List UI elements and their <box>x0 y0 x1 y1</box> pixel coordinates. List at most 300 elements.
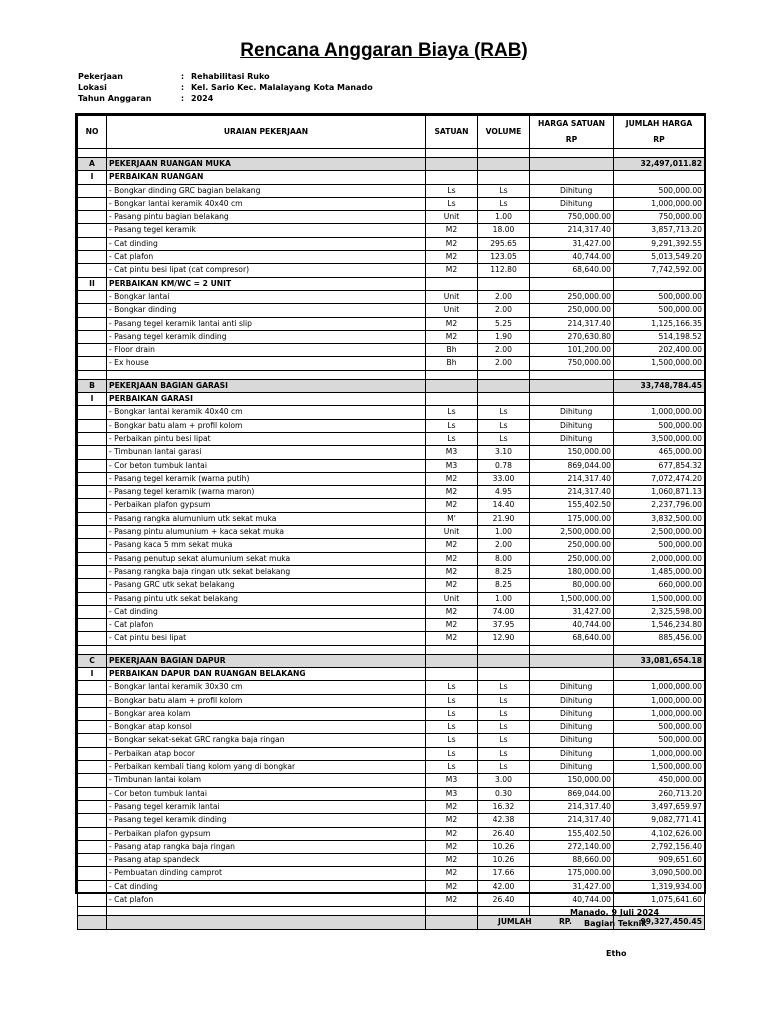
item-no <box>78 211 107 224</box>
item-uraian: - Pasang tegel keramik (warna maron) <box>107 486 426 499</box>
table-row <box>78 565 705 578</box>
item-jumlah-harga: 3,497,659.97 <box>614 800 705 813</box>
item-satuan: Ls <box>426 419 478 432</box>
spacer-cell <box>78 370 107 379</box>
item-harga-satuan: 80,000.00 <box>530 579 614 592</box>
subsection-no: I <box>78 667 107 680</box>
item-satuan: Unit <box>426 592 478 605</box>
item-satuan: Ls <box>426 432 478 445</box>
item-volume: Ls <box>478 761 530 774</box>
meta-value: 2024 <box>191 94 214 103</box>
table-row <box>78 840 705 853</box>
table-row <box>78 472 705 485</box>
item-volume: 4.95 <box>478 486 530 499</box>
subsection-label: PERBAIKAN RUANGAN <box>107 171 426 184</box>
subsection-label: PERBAIKAN DAPUR DAN RUANGAN BELAKANG <box>107 667 426 680</box>
item-uraian: - Perbaikan plafon gypsum <box>107 827 426 840</box>
table-row <box>78 880 705 893</box>
item-jumlah-harga: 2,000,000.00 <box>614 552 705 565</box>
item-volume: 8.25 <box>478 579 530 592</box>
item-volume: 10.26 <box>478 854 530 867</box>
item-volume: 123.05 <box>478 251 530 264</box>
subsection-row <box>78 393 705 406</box>
item-no <box>78 304 107 317</box>
item-no <box>78 800 107 813</box>
item-satuan: M2 <box>426 605 478 618</box>
item-no <box>78 224 107 237</box>
item-volume: Ls <box>478 681 530 694</box>
item-volume: 3.00 <box>478 774 530 787</box>
meta-colon: : <box>180 72 185 81</box>
item-volume: 1.00 <box>478 526 530 539</box>
spacer-row <box>78 149 705 158</box>
meta-row-pekerjaan <box>78 71 373 82</box>
item-harga-satuan: 250,000.00 <box>530 552 614 565</box>
spacer-cell <box>78 907 107 916</box>
item-satuan: M2 <box>426 880 478 893</box>
item-uraian: - Cat dinding <box>107 605 426 618</box>
item-jumlah-harga: 909,651.60 <box>614 854 705 867</box>
item-jumlah-harga: 2,500,000.00 <box>614 526 705 539</box>
item-uraian: - Pasang pintu utk sekat belakang <box>107 592 426 605</box>
spacer-cell <box>478 645 530 654</box>
section-volume <box>478 379 530 392</box>
header-harga-rp: RP <box>530 132 614 149</box>
item-jumlah-harga: 4,102,626.00 <box>614 827 705 840</box>
table-row <box>78 707 705 720</box>
item-uraian: - Bongkar batu alam + profil kolom <box>107 419 426 432</box>
item-harga-satuan: 2,500,000.00 <box>530 526 614 539</box>
total-satuan <box>426 916 478 929</box>
item-harga-satuan: 68,640.00 <box>530 264 614 277</box>
item-harga-satuan: Dihitung <box>530 707 614 720</box>
item-uraian: - Perbaikan plafon gypsum <box>107 499 426 512</box>
item-volume: Ls <box>478 707 530 720</box>
table-row <box>78 592 705 605</box>
item-volume: 74.00 <box>478 605 530 618</box>
item-uraian: - Bongkar lantai keramik 30x30 cm <box>107 681 426 694</box>
item-satuan: M2 <box>426 632 478 645</box>
table-row <box>78 330 705 343</box>
item-jumlah-harga: 1,000,000.00 <box>614 747 705 760</box>
item-uraian: - Bongkar batu alam + profil kolom <box>107 694 426 707</box>
item-jumlah-harga: 2,792,156.40 <box>614 840 705 853</box>
item-harga-satuan: 214,317.40 <box>530 814 614 827</box>
item-no <box>78 840 107 853</box>
item-no <box>78 734 107 747</box>
item-uraian: - Perbaikan pintu besi lipat <box>107 432 426 445</box>
item-no <box>78 357 107 370</box>
meta-value: Rehabilitasi Ruko <box>191 72 270 81</box>
subsection-jumlah <box>614 171 705 184</box>
item-volume: 8.25 <box>478 565 530 578</box>
item-no <box>78 344 107 357</box>
item-jumlah-harga: 1,000,000.00 <box>614 707 705 720</box>
item-uraian: - Perbaikan atap bocor <box>107 747 426 760</box>
item-harga-satuan: Dihitung <box>530 747 614 760</box>
spacer-cell <box>530 370 614 379</box>
meta-label: Lokasi <box>78 83 107 92</box>
item-uraian: - Cat pintu besi lipat (cat compresor) <box>107 264 426 277</box>
subsection-row <box>78 667 705 680</box>
item-satuan: Unit <box>426 304 478 317</box>
item-no <box>78 827 107 840</box>
table-row <box>78 317 705 330</box>
spacer-cell <box>78 149 107 158</box>
item-jumlah-harga: 3,857,713.20 <box>614 224 705 237</box>
spacer-cell <box>426 149 478 158</box>
item-no <box>78 472 107 485</box>
item-no <box>78 579 107 592</box>
table-row <box>78 854 705 867</box>
item-uraian: - Bongkar lantai keramik 40x40 cm <box>107 197 426 210</box>
table-row <box>78 264 705 277</box>
item-satuan: M2 <box>426 499 478 512</box>
item-jumlah-harga: 500,000.00 <box>614 419 705 432</box>
item-volume: 0.30 <box>478 787 530 800</box>
section-total: 33,081,654.18 <box>614 654 705 667</box>
item-uraian: - Pasang atap rangka baja ringan <box>107 840 426 853</box>
item-jumlah-harga: 1,500,000.00 <box>614 761 705 774</box>
item-satuan: Ls <box>426 707 478 720</box>
table-body <box>78 149 705 916</box>
subsection-no: I <box>78 171 107 184</box>
signature-place-date: Manado, 9 Juli 2024 <box>570 908 660 917</box>
item-jumlah-harga: 500,000.00 <box>614 184 705 197</box>
signature-role: Bagian Teknik <box>584 919 647 928</box>
item-jumlah-harga: 1,060,871.13 <box>614 486 705 499</box>
item-jumlah-harga: 1,000,000.00 <box>614 406 705 419</box>
item-satuan: M2 <box>426 317 478 330</box>
item-jumlah-harga: 7,742,592.00 <box>614 264 705 277</box>
item-harga-satuan: 40,744.00 <box>530 251 614 264</box>
table-row <box>78 605 705 618</box>
subsection-no: II <box>78 277 107 290</box>
item-uraian: - Pasang tegel keramik lantai anti slip <box>107 317 426 330</box>
item-no <box>78 814 107 827</box>
spacer-cell <box>107 370 426 379</box>
section-satuan <box>426 379 478 392</box>
item-volume: Ls <box>478 734 530 747</box>
item-satuan: Ls <box>426 747 478 760</box>
table-header <box>78 116 705 149</box>
item-satuan: Unit <box>426 526 478 539</box>
section-label: PEKERJAAN BAGIAN DAPUR <box>107 654 426 667</box>
item-no <box>78 761 107 774</box>
item-harga-satuan: Dihitung <box>530 721 614 734</box>
item-no <box>78 787 107 800</box>
item-uraian: - Bongkar dinding GRC bagian belakang <box>107 184 426 197</box>
item-satuan: M2 <box>426 800 478 813</box>
item-jumlah-harga: 750,000.00 <box>614 211 705 224</box>
grand-total: 99,327,450.45 <box>614 916 705 929</box>
item-harga-satuan: 150,000.00 <box>530 774 614 787</box>
item-jumlah-harga: 500,000.00 <box>614 721 705 734</box>
item-volume: 295.65 <box>478 237 530 250</box>
item-no <box>78 707 107 720</box>
item-uraian: - Ex house <box>107 357 426 370</box>
item-satuan: Ls <box>426 406 478 419</box>
item-harga-satuan: 101,200.00 <box>530 344 614 357</box>
header-uraian: URAIAN PEKERJAAN <box>107 116 426 149</box>
section-satuan <box>426 654 478 667</box>
item-jumlah-harga: 1,075,641.60 <box>614 894 705 907</box>
item-jumlah-harga: 500,000.00 <box>614 290 705 303</box>
item-no <box>78 747 107 760</box>
section-row <box>78 379 705 392</box>
meta-row-tahun <box>78 93 373 104</box>
section-harga <box>530 654 614 667</box>
item-harga-satuan: 750,000.00 <box>530 357 614 370</box>
item-harga-satuan: 150,000.00 <box>530 446 614 459</box>
item-volume: 16.32 <box>478 800 530 813</box>
item-satuan: M3 <box>426 787 478 800</box>
table-row <box>78 184 705 197</box>
item-uraian: - Bongkar lantai <box>107 290 426 303</box>
item-satuan: M3 <box>426 774 478 787</box>
item-volume: 8.00 <box>478 552 530 565</box>
item-harga-satuan: 155,402.50 <box>530 499 614 512</box>
table-row <box>78 512 705 525</box>
item-satuan: M2 <box>426 840 478 853</box>
table-row <box>78 290 705 303</box>
item-volume: 26.40 <box>478 827 530 840</box>
item-satuan: M2 <box>426 486 478 499</box>
item-uraian: - Pasang tegel keramik dinding <box>107 330 426 343</box>
item-harga-satuan: Dihitung <box>530 406 614 419</box>
item-satuan: Ls <box>426 734 478 747</box>
item-uraian: - Cat pintu besi lipat <box>107 632 426 645</box>
item-uraian: - Pasang penutup sekat alumunium sekat muka <box>107 552 426 565</box>
item-no <box>78 184 107 197</box>
item-volume: Ls <box>478 721 530 734</box>
item-harga-satuan: Dihitung <box>530 184 614 197</box>
total-uraian <box>107 916 426 929</box>
total-label: JUMLAH <box>498 917 532 927</box>
item-jumlah-harga: 465,000.00 <box>614 446 705 459</box>
table-row <box>78 211 705 224</box>
item-volume: 33.00 <box>478 472 530 485</box>
item-harga-satuan: 31,427.00 <box>530 237 614 250</box>
subsection-volume <box>478 667 530 680</box>
item-harga-satuan: Dihitung <box>530 734 614 747</box>
table-row <box>78 552 705 565</box>
table-row <box>78 224 705 237</box>
item-satuan: M2 <box>426 854 478 867</box>
item-jumlah-harga: 9,082,771.41 <box>614 814 705 827</box>
table-row <box>78 734 705 747</box>
subsection-label: PERBAIKAN KM/WC = 2 UNIT <box>107 277 426 290</box>
item-no <box>78 605 107 618</box>
page-title: Rencana Anggaran Biaya (RAB) <box>240 40 528 61</box>
item-uraian: - Timbunan lantai garasi <box>107 446 426 459</box>
item-volume: 17.66 <box>478 867 530 880</box>
item-volume: Ls <box>478 694 530 707</box>
item-no <box>78 880 107 893</box>
item-uraian: - Timbunan lantai kolam <box>107 774 426 787</box>
section-row <box>78 654 705 667</box>
item-volume: 0.78 <box>478 459 530 472</box>
item-harga-satuan: Dihitung <box>530 419 614 432</box>
project-meta <box>78 71 373 104</box>
item-harga-satuan: 175,000.00 <box>530 512 614 525</box>
item-volume: 2.00 <box>478 539 530 552</box>
item-harga-satuan: 40,744.00 <box>530 894 614 907</box>
total-no <box>78 916 107 929</box>
item-volume: 42.38 <box>478 814 530 827</box>
item-satuan: M2 <box>426 827 478 840</box>
item-uraian: - Pasang tegel keramik (warna putih) <box>107 472 426 485</box>
item-satuan: M2 <box>426 619 478 632</box>
subsection-volume <box>478 393 530 406</box>
item-volume: 1.90 <box>478 330 530 343</box>
subsection-harga <box>530 171 614 184</box>
meta-colon: : <box>180 94 185 103</box>
item-volume: Ls <box>478 197 530 210</box>
item-uraian: - Pasang GRC utk sekat belakang <box>107 579 426 592</box>
item-harga-satuan: Dihitung <box>530 761 614 774</box>
item-jumlah-harga: 260,713.20 <box>614 787 705 800</box>
item-volume: 2.00 <box>478 290 530 303</box>
item-uraian: - Pasang rangka baja ringan utk sekat belakang <box>107 565 426 578</box>
item-satuan: M2 <box>426 224 478 237</box>
header-jumlah-rp: RP <box>614 132 705 149</box>
item-uraian: - Cat dinding <box>107 237 426 250</box>
spacer-cell <box>107 907 426 916</box>
item-volume: 42.00 <box>478 880 530 893</box>
item-jumlah-harga: 1,125,166.35 <box>614 317 705 330</box>
item-uraian: - Cat plafon <box>107 894 426 907</box>
item-harga-satuan: 175,000.00 <box>530 867 614 880</box>
item-no <box>78 251 107 264</box>
item-uraian: - Pasang tegel keramik <box>107 224 426 237</box>
item-jumlah-harga: 2,325,598.00 <box>614 605 705 618</box>
item-volume: 112.80 <box>478 264 530 277</box>
subsection-label: PERBAIKAN GARASI <box>107 393 426 406</box>
item-uraian: - Bongkar area kolam <box>107 707 426 720</box>
item-uraian: - Pasang tegel keramik lantai <box>107 800 426 813</box>
item-no <box>78 632 107 645</box>
item-volume: 14.40 <box>478 499 530 512</box>
table-row <box>78 344 705 357</box>
subsection-volume <box>478 171 530 184</box>
item-satuan: M2 <box>426 867 478 880</box>
table-row <box>78 539 705 552</box>
spacer-cell <box>530 645 614 654</box>
item-satuan: Ls <box>426 184 478 197</box>
item-no <box>78 459 107 472</box>
item-jumlah-harga: 885,456.00 <box>614 632 705 645</box>
section-harga <box>530 158 614 171</box>
section-volume <box>478 654 530 667</box>
item-no <box>78 197 107 210</box>
table-row <box>78 251 705 264</box>
table-row <box>78 357 705 370</box>
item-jumlah-harga: 1,485,000.00 <box>614 565 705 578</box>
item-jumlah-harga: 660,000.00 <box>614 579 705 592</box>
table-row <box>78 526 705 539</box>
item-volume: Ls <box>478 419 530 432</box>
section-label: PEKERJAAN RUANGAN MUKA <box>107 158 426 171</box>
item-volume: 26.40 <box>478 894 530 907</box>
item-satuan: M2 <box>426 330 478 343</box>
item-harga-satuan: 869,044.00 <box>530 459 614 472</box>
item-jumlah-harga: 500,000.00 <box>614 539 705 552</box>
item-uraian: - Cor beton tumbuk lantai <box>107 459 426 472</box>
item-jumlah-harga: 450,000.00 <box>614 774 705 787</box>
table-row <box>78 579 705 592</box>
table-row <box>78 800 705 813</box>
item-satuan: M' <box>426 512 478 525</box>
item-harga-satuan: 214,317.40 <box>530 317 614 330</box>
item-uraian: - Pasang pintu bagian belakang <box>107 211 426 224</box>
item-satuan: Ls <box>426 197 478 210</box>
item-harga-satuan: 250,000.00 <box>530 304 614 317</box>
spacer-row <box>78 370 705 379</box>
table-row <box>78 419 705 432</box>
table-row <box>78 681 705 694</box>
item-uraian: - Bongkar dinding <box>107 304 426 317</box>
spacer-cell <box>478 907 530 916</box>
item-no <box>78 330 107 343</box>
item-uraian: - Pasang kaca 5 mm sekat muka <box>107 539 426 552</box>
item-no <box>78 419 107 432</box>
item-harga-satuan: 88,660.00 <box>530 854 614 867</box>
item-no <box>78 694 107 707</box>
table-row <box>78 814 705 827</box>
table-row <box>78 721 705 734</box>
spacer-cell <box>107 645 426 654</box>
meta-value: Kel. Sario Kec. Malalayang Kota Manado <box>191 83 373 92</box>
item-no <box>78 432 107 445</box>
item-no <box>78 592 107 605</box>
item-no <box>78 854 107 867</box>
spacer-cell <box>478 149 530 158</box>
item-uraian: - Floor drain <box>107 344 426 357</box>
spacer-cell <box>614 149 705 158</box>
item-no <box>78 894 107 907</box>
meta-colon: : <box>180 83 185 92</box>
table-row <box>78 432 705 445</box>
spacer-cell <box>530 149 614 158</box>
table-row <box>78 486 705 499</box>
item-harga-satuan: 750,000.00 <box>530 211 614 224</box>
item-satuan: M3 <box>426 446 478 459</box>
spacer-cell <box>614 645 705 654</box>
spacer-row <box>78 645 705 654</box>
item-harga-satuan: 250,000.00 <box>530 290 614 303</box>
item-jumlah-harga: 500,000.00 <box>614 734 705 747</box>
section-volume <box>478 158 530 171</box>
table-row <box>78 499 705 512</box>
item-harga-satuan: Dihitung <box>530 681 614 694</box>
item-no <box>78 499 107 512</box>
header-harga-satuan: HARGA SATUAN <box>530 116 614 133</box>
item-satuan: M2 <box>426 814 478 827</box>
item-jumlah-harga: 1,000,000.00 <box>614 197 705 210</box>
subsection-satuan <box>426 277 478 290</box>
signature-name: Etho <box>606 949 627 958</box>
header-satuan: SATUAN <box>426 116 478 149</box>
item-volume: 2.00 <box>478 304 530 317</box>
spacer-cell <box>614 370 705 379</box>
header-no: NO <box>78 116 107 149</box>
item-jumlah-harga: 1,500,000.00 <box>614 357 705 370</box>
item-satuan: Ls <box>426 761 478 774</box>
item-uraian: - Bongkar atap konsol <box>107 721 426 734</box>
item-jumlah-harga: 1,000,000.00 <box>614 681 705 694</box>
spacer-cell <box>426 370 478 379</box>
